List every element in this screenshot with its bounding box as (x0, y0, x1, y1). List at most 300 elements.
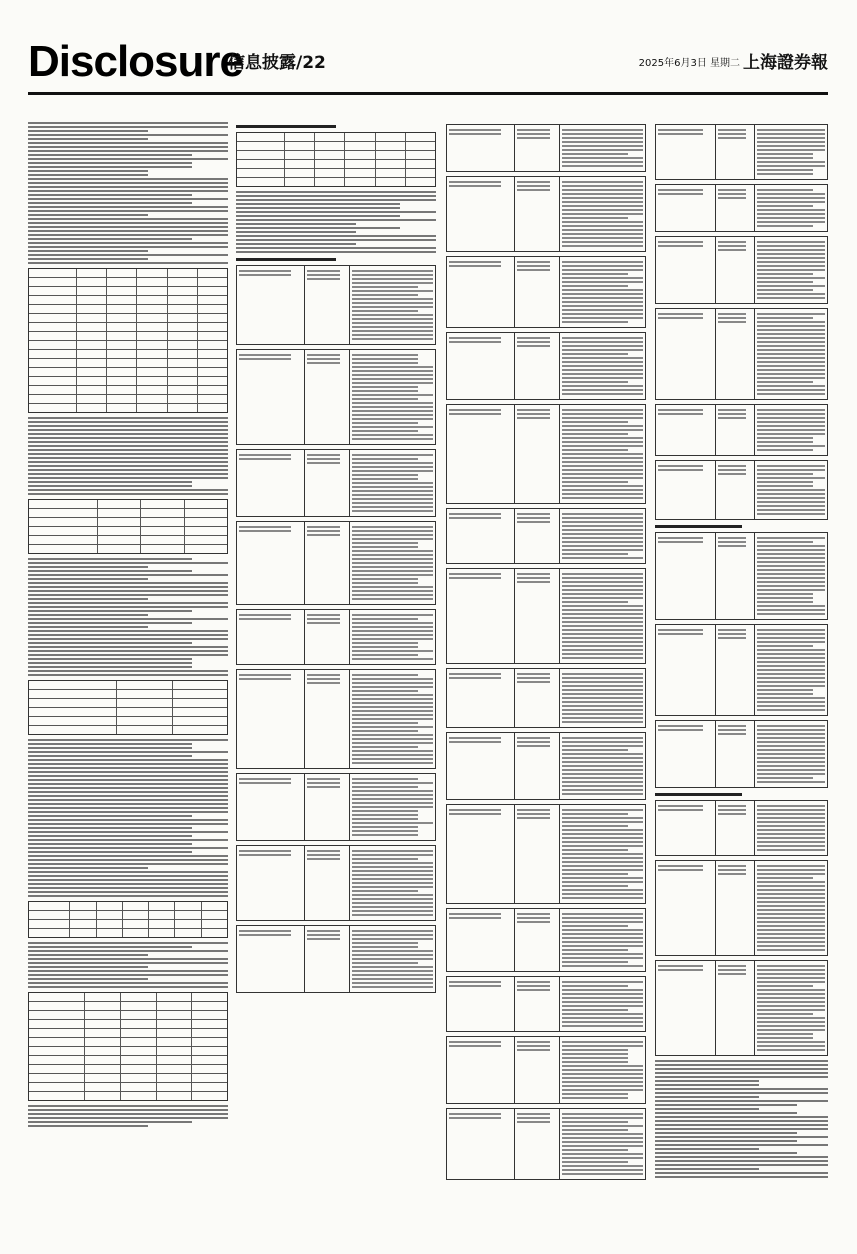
text-line (352, 470, 433, 472)
text-line (757, 637, 825, 639)
text-line (352, 358, 418, 360)
text-line (236, 243, 356, 245)
commitment-table-row (655, 184, 828, 232)
text-line (449, 513, 501, 515)
text-line (562, 769, 643, 771)
text-line (562, 213, 643, 215)
text-line (562, 841, 643, 843)
text-line (757, 157, 813, 159)
text-line (562, 921, 643, 923)
table-cell (197, 386, 227, 394)
table-cell (76, 377, 106, 385)
text-line (718, 473, 746, 475)
text-line (562, 785, 643, 787)
table-cell (716, 125, 755, 179)
table-cell (305, 926, 350, 992)
text-line (562, 917, 643, 919)
text-line (562, 1093, 628, 1095)
table-cell (237, 169, 284, 177)
section-title: 信息披露/22 (228, 53, 326, 73)
text-line (352, 526, 433, 528)
text-line (562, 601, 628, 603)
text-line (658, 133, 703, 135)
text-line (757, 1037, 813, 1039)
text-line (562, 413, 643, 415)
text-line (517, 681, 549, 683)
table-cell (76, 314, 106, 322)
table-cell (447, 805, 515, 903)
text-line (562, 865, 643, 867)
table-row (29, 313, 227, 322)
text-line (757, 661, 825, 663)
table-cell (284, 142, 314, 150)
text-line (28, 646, 228, 648)
text-line (352, 290, 433, 292)
commitment-table-row (446, 732, 646, 800)
text-line (352, 954, 433, 956)
table-row (29, 1019, 227, 1028)
table-cell (167, 296, 197, 304)
text-line (757, 805, 825, 807)
table-cell (344, 151, 374, 159)
table-cell (116, 681, 171, 689)
text-line (28, 170, 148, 172)
text-line (352, 414, 433, 416)
table-cell (656, 125, 716, 179)
text-line (352, 486, 433, 488)
text-line (517, 521, 549, 523)
table-cell (305, 670, 350, 768)
table-cell (136, 314, 166, 322)
text-line (239, 354, 291, 356)
text-line (562, 625, 643, 627)
text-line (352, 270, 433, 272)
text-line (562, 869, 643, 871)
text-line (562, 541, 643, 543)
table-cell (167, 386, 197, 394)
text-line (757, 725, 825, 727)
text-line (658, 865, 703, 867)
text-line (757, 885, 825, 887)
text-line (28, 250, 148, 252)
text-line (562, 605, 643, 607)
table-cell (656, 309, 716, 399)
text-line (517, 917, 549, 919)
text-line (757, 261, 825, 263)
text-line (562, 225, 643, 227)
text-line (28, 851, 192, 853)
table-cell (515, 1037, 560, 1103)
commitment-table-row (446, 124, 646, 172)
text-line (757, 837, 825, 839)
text-line (757, 749, 825, 751)
text-line (655, 1092, 828, 1094)
text-line (562, 265, 643, 267)
text-line (449, 673, 501, 675)
text-line (757, 1021, 825, 1023)
text-line (562, 289, 643, 291)
article-body (28, 120, 828, 1230)
text-line (517, 345, 549, 347)
text-line (352, 830, 418, 832)
text-line (562, 1113, 643, 1115)
text-line (28, 767, 228, 769)
text-line (757, 409, 825, 411)
text-line (562, 757, 643, 759)
text-line (28, 795, 228, 797)
table-cell (197, 314, 227, 322)
table-cell (136, 269, 166, 277)
text-line (352, 654, 418, 656)
text-line (449, 129, 501, 131)
text-line (28, 150, 228, 152)
text-line (757, 505, 825, 507)
table-cell (122, 911, 148, 919)
text-line (352, 562, 433, 564)
text-line (352, 930, 433, 932)
table-cell (148, 929, 174, 937)
table-cell (314, 169, 344, 177)
text-line (28, 214, 148, 216)
text-line (449, 133, 501, 135)
text-line (562, 1117, 643, 1119)
text-line (562, 621, 643, 623)
commitment-table-row (446, 1108, 646, 1180)
table-cell (656, 625, 716, 715)
table-cell (156, 1002, 192, 1010)
table-cell (120, 1065, 156, 1073)
text-line (658, 409, 703, 411)
text-line (655, 1100, 828, 1102)
text-line (757, 597, 813, 599)
text-line (562, 637, 643, 639)
text-line (352, 894, 433, 896)
text-line (658, 537, 703, 539)
text-line (718, 245, 746, 247)
text-line (562, 221, 643, 223)
text-line (562, 989, 643, 991)
text-line (352, 498, 433, 500)
table-cell (344, 133, 374, 141)
text-line (757, 917, 825, 919)
table-row (29, 517, 227, 526)
text-line (757, 673, 825, 675)
text-line (562, 193, 643, 195)
text-line (562, 633, 643, 635)
text-line (352, 510, 433, 512)
table-cell (106, 368, 136, 376)
text-line (562, 577, 643, 579)
table-cell (447, 733, 515, 799)
text-line (757, 485, 813, 487)
text-line (28, 493, 228, 495)
text-line (28, 966, 148, 968)
commitment-table-row (446, 176, 646, 252)
text-line (352, 754, 433, 756)
text-line (655, 1104, 797, 1106)
table-cell (76, 386, 106, 394)
text-line (352, 950, 433, 952)
text-line (28, 875, 228, 877)
text-line (517, 1041, 549, 1043)
text-line (352, 962, 418, 964)
text-line (352, 482, 433, 484)
table-cell (156, 1092, 192, 1100)
table-cell (84, 1056, 120, 1064)
table-cell (515, 805, 560, 903)
text-line (757, 141, 825, 143)
table-cell (136, 323, 166, 331)
text-line (28, 974, 228, 976)
text-line (28, 855, 228, 857)
table-cell (284, 178, 314, 186)
table-row (29, 1037, 227, 1046)
text-line (757, 729, 825, 731)
table-row (29, 295, 227, 304)
text-line (757, 889, 825, 891)
commitment-table-row (655, 800, 828, 856)
text-line (28, 218, 228, 220)
text-line (562, 613, 643, 615)
table-cell (350, 610, 435, 664)
text-line (352, 706, 433, 708)
text-line (562, 617, 643, 619)
table-cell (156, 1047, 192, 1055)
text-line (757, 1045, 825, 1047)
text-line (562, 361, 643, 363)
text-line (352, 366, 433, 368)
text-line (28, 186, 228, 188)
text-line (352, 386, 418, 388)
table-cell (755, 309, 827, 399)
table-cell (237, 670, 305, 768)
text-line (517, 817, 549, 819)
table-cell (305, 350, 350, 444)
text-line (562, 857, 643, 859)
text-line (562, 777, 643, 779)
text-line (562, 485, 643, 487)
text-line (757, 757, 825, 759)
text-line (757, 145, 825, 147)
text-line (562, 641, 643, 643)
text-line (757, 685, 825, 687)
text-line (562, 449, 628, 451)
text-line (757, 421, 825, 423)
text-line (655, 1064, 828, 1066)
text-line (307, 674, 339, 676)
text-line (517, 581, 549, 583)
table-cell (120, 1047, 156, 1055)
text-line (352, 474, 418, 476)
text-line (562, 1125, 643, 1127)
table-cell (29, 1065, 84, 1073)
text-line (757, 965, 825, 967)
text-line (757, 809, 825, 811)
text-line (718, 965, 746, 967)
table-cell (560, 509, 645, 563)
text-line (757, 201, 825, 203)
text-line (28, 210, 228, 212)
text-line (757, 745, 825, 747)
text-line (517, 137, 549, 139)
table-cell (314, 133, 344, 141)
text-line (517, 341, 549, 343)
text-line (757, 441, 813, 443)
text-line (757, 281, 813, 283)
text-line (658, 313, 703, 315)
text-line (352, 802, 433, 804)
text-line (757, 893, 825, 895)
table-cell (197, 368, 227, 376)
table-cell (405, 160, 435, 168)
text-line (352, 614, 433, 616)
text-line (718, 869, 746, 871)
text-line (757, 577, 825, 579)
text-line (562, 853, 643, 855)
text-line (517, 745, 549, 747)
table-cell (447, 509, 515, 563)
text-line (562, 1065, 643, 1067)
text-line (352, 726, 433, 728)
table-cell (560, 733, 645, 799)
table-cell (716, 461, 755, 519)
text-line (658, 805, 703, 807)
text-line (28, 425, 228, 427)
text-line (655, 1160, 828, 1162)
table-cell (76, 332, 106, 340)
text-line (757, 649, 825, 651)
text-line (28, 827, 192, 829)
text-line (239, 782, 291, 784)
table-row (29, 698, 227, 707)
table-cell (515, 177, 560, 251)
table-cell (174, 911, 200, 919)
text-line (28, 1109, 228, 1111)
text-line (757, 493, 825, 495)
text-line (352, 298, 433, 300)
text-line (658, 809, 703, 811)
text-line (28, 178, 228, 180)
table-cell (716, 801, 755, 855)
text-line (517, 1121, 549, 1123)
text-line (562, 481, 628, 483)
text-line (562, 377, 643, 379)
text-line (562, 277, 643, 279)
text-line (307, 858, 339, 860)
text-line (655, 1172, 828, 1174)
table-cell (560, 1109, 645, 1179)
text-line (352, 722, 418, 724)
text-line (718, 129, 746, 131)
text-line (757, 921, 825, 923)
text-line (757, 949, 825, 951)
table-cell (447, 569, 515, 663)
table-cell (237, 133, 284, 141)
text-line (757, 489, 825, 491)
text-line (28, 578, 148, 580)
table-cell (136, 305, 166, 313)
text-line (449, 577, 501, 579)
text-line (28, 481, 192, 483)
text-line (658, 541, 703, 543)
table-cell (172, 708, 227, 716)
text-line (307, 358, 339, 360)
text-line (718, 413, 746, 415)
text-line (352, 426, 433, 428)
text-line (28, 763, 228, 765)
text-line (562, 833, 643, 835)
table-cell (156, 1011, 192, 1019)
text-line (352, 394, 433, 396)
table-cell (29, 1056, 84, 1064)
subheading (655, 525, 742, 528)
text-line (562, 809, 643, 811)
text-line (28, 630, 228, 632)
text-line (28, 958, 228, 960)
text-line (562, 1013, 643, 1015)
commitment-table-row (655, 460, 828, 520)
table-cell (755, 721, 827, 787)
table-row (29, 526, 227, 535)
text-line (352, 598, 433, 600)
text-line (562, 929, 643, 931)
text-line (28, 465, 228, 467)
text-line (517, 129, 549, 131)
text-line (352, 422, 418, 424)
table-cell (136, 350, 166, 358)
text-line (517, 1117, 549, 1119)
table-cell (447, 333, 515, 399)
text-line (517, 577, 549, 579)
text-line (757, 337, 825, 339)
text-line (352, 494, 433, 496)
text-line (562, 417, 643, 419)
text-line (352, 558, 433, 560)
table-cell (350, 350, 435, 444)
table-row (29, 322, 227, 331)
text-line (28, 626, 148, 628)
text-line (28, 122, 228, 124)
subheading (236, 125, 336, 128)
table-cell (344, 142, 374, 150)
text-line (757, 1017, 825, 1019)
table-cell (284, 133, 314, 141)
text-line (562, 1025, 643, 1027)
text-line (757, 817, 825, 819)
table-cell (375, 160, 405, 168)
text-line (757, 845, 825, 847)
table-cell (191, 1056, 227, 1064)
text-line (352, 534, 433, 536)
text-line (562, 1149, 628, 1151)
text-line (28, 811, 228, 813)
text-line (562, 273, 628, 275)
table-cell (197, 323, 227, 331)
text-line (757, 133, 825, 135)
text-line (655, 1068, 828, 1070)
table-cell (69, 929, 95, 937)
text-line (352, 746, 418, 748)
commitment-table-row (655, 236, 828, 304)
table-row (29, 1082, 227, 1091)
text-line (562, 161, 643, 163)
table-cell (201, 902, 227, 910)
table-cell (29, 359, 76, 367)
text-line (562, 353, 628, 355)
text-line (28, 618, 228, 620)
table-cell (237, 450, 305, 516)
text-line (562, 657, 643, 659)
